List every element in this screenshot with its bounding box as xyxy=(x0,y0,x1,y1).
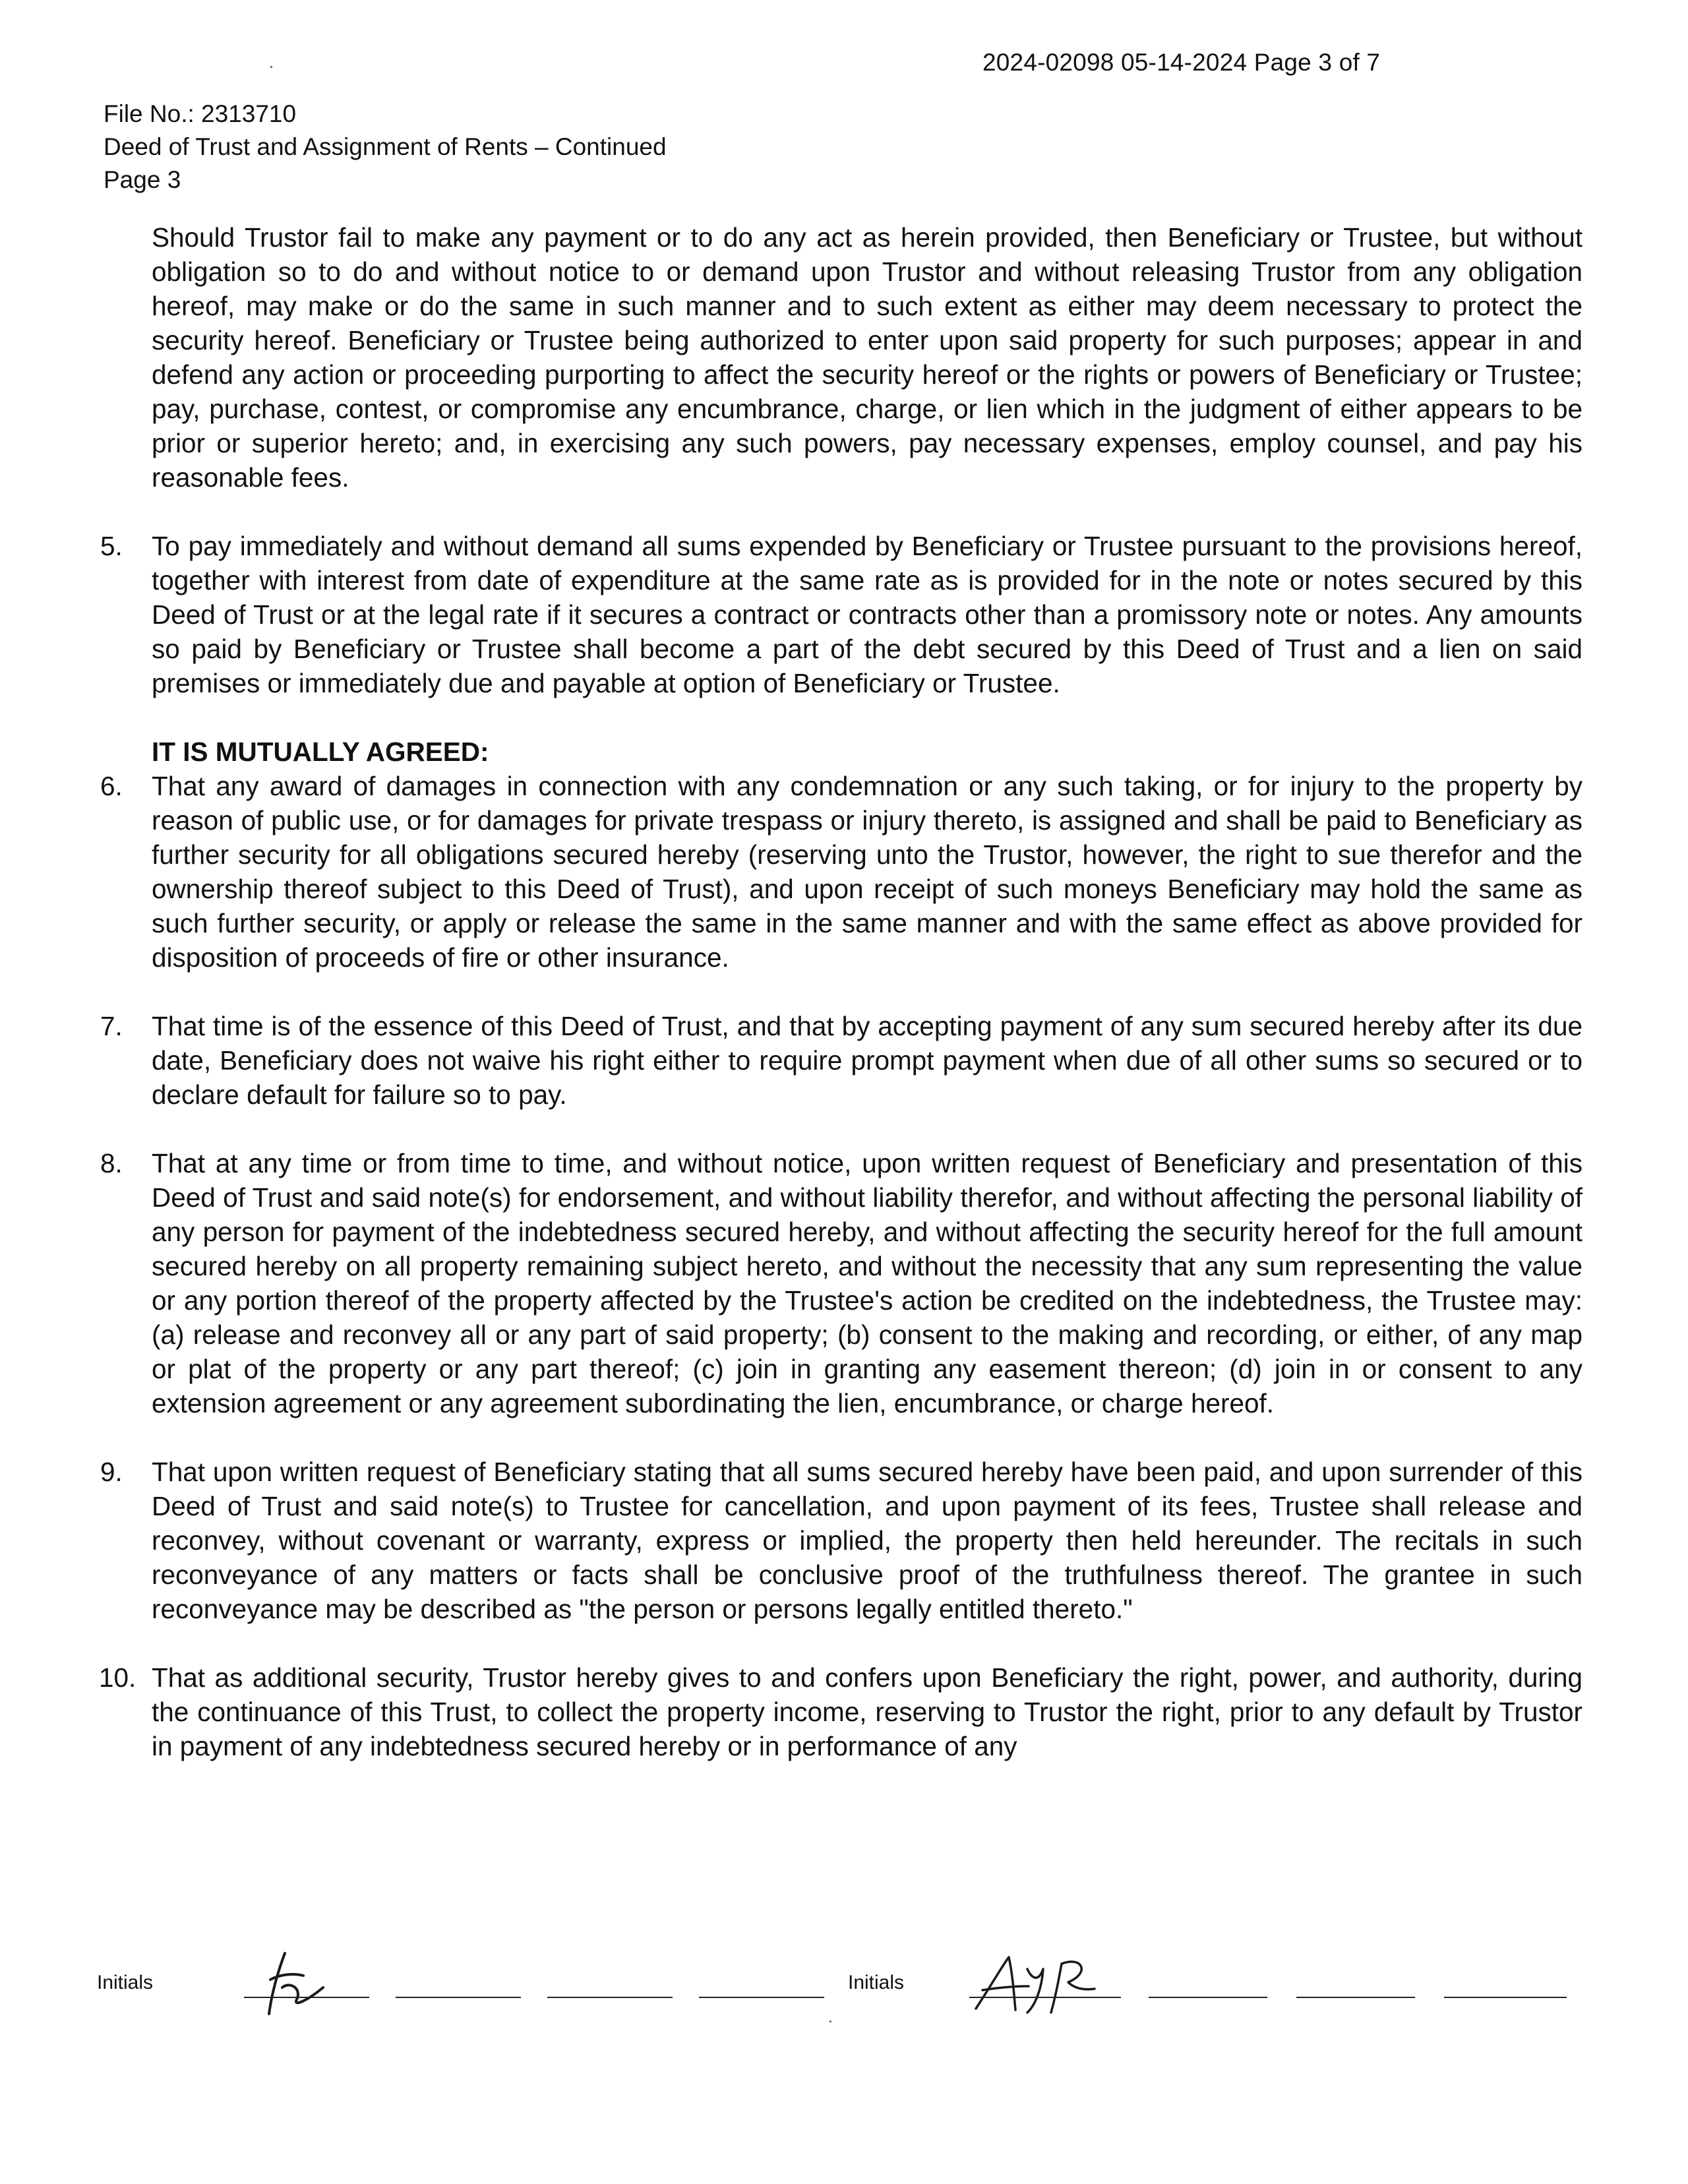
scan-speck xyxy=(270,66,272,68)
initials-blank-8 xyxy=(1444,1997,1567,1998)
clause-number: 8. xyxy=(100,1148,123,1178)
clause-8 xyxy=(99,1146,1582,1420)
initials-row xyxy=(0,1952,1688,2018)
initials-blank-7 xyxy=(1296,1997,1415,1998)
initials-blank-3 xyxy=(547,1997,673,1998)
trustor-initials-signature xyxy=(244,1948,369,2020)
clause-text: That at any time or from time to time, and without notice, upon written request of Beneficiary and presentation of this Deed of Trust and said note(s) for endorsement, and without liability therefor, and without affecting the personal liability of any person for payment of the indebtedness secured hereby, and without affecting the security hereof for the full amount secured hereby on all property remaining subject hereto, and without the necessity that any sum representing the value or any portion thereof of the property affected by the Trustee's action be credited on the indebtedness, the Trustee may: (a) release and reconvey all or any part of said property; (b) consent to the making and recording, or either, of any map or plat of the property or any part thereof; (c) join in granting any easement thereon; (d) join in or consent to any extension agreement or any agreement subordinating the lien, encumbrance, or charge hereof. xyxy=(152,1148,1582,1418)
document-title: Deed of Trust and Assignment of Rents – Continued xyxy=(104,133,667,160)
clause-6 xyxy=(99,769,1582,975)
clause-text: That any award of damages in connection with any condemnation or any such taking, or for injury to the property by reason of public use, or for damages for private trespass or injury thereto, is assigned and shall be paid to Beneficiary as further security for all obligations secured hereby (reserving unto the Trustor, however, the right to sue therefor and the ownership thereof subject to this Deed of Trust), and upon receipt of such moneys Beneficiary may hold the same as such further security, or apply or release the same in the same manner and with the same effect as above provided for disposition of proceeds of fire or other insurance. xyxy=(152,771,1582,973)
clause-number: 5. xyxy=(100,531,123,561)
initials-blank-1 xyxy=(244,1997,369,1998)
initials-label-right: Initials xyxy=(848,1972,905,1993)
initials-blank-4 xyxy=(699,1997,824,1998)
page-label: Page 3 xyxy=(104,166,181,193)
initials-blank-5 xyxy=(969,1997,1121,1998)
clause-10 xyxy=(99,1660,1582,1763)
clause-text: That as additional security, Trustor hereby gives to and confers upon Beneficiary the right, power, and authority, during the continuance of this Trust, to collect the property income, reserving to Trustor the right, prior to any default by Trustor in payment of any indebtedness secured hereby or in performance of any xyxy=(152,1662,1582,1761)
intro-paragraph: Should Trustor fail to make any payment or to do any act as herein provided, then Beneficiary or Trustee, but without obligation so to do and without notice to or demand upon Trustor and without releasing Trustor from any obligation hereof, may make or do the same in such manner and to such extent as either may deem necessary to protect the security hereof. Beneficiary or Trustee being authorized to enter upon said property for such purposes; appear in and defend any action or proceeding purporting to affect the security hereof or the rights or powers of Beneficiary or Trustee; pay, purchase, contest, or compromise any encumbrance, charge, or lien which in the judgment of either appears to be prior or superior hereto; and, in exercising any such powers, pay necessary expenses, employ counsel, and pay his reasonable fees. xyxy=(152,222,1582,493)
document-header xyxy=(104,98,667,197)
clause-number: 6. xyxy=(100,771,123,801)
section-heading: IT IS MUTUALLY AGREED: xyxy=(152,737,489,767)
initials-blank-6 xyxy=(1149,1997,1267,1998)
clause-text: That time is of the essence of this Deed of Trust, and that by accepting payment of any sum secured hereby after its due date, Beneficiary does not waive his right either to require prompt payment when due of all other sums so secured or to declare default for failure so to pay. xyxy=(152,1011,1582,1110)
recording-stamp: 2024-02098 05-14-2024 Page 3 of 7 xyxy=(982,49,1381,76)
beneficiary-initials-signature xyxy=(969,1949,1128,2015)
initials-label-left: Initials xyxy=(97,1972,154,1993)
clause-9 xyxy=(99,1455,1582,1626)
clause-number: 10. xyxy=(99,1662,136,1693)
clause-5 xyxy=(99,529,1582,700)
file-number: File No.: 2313710 xyxy=(104,100,297,127)
clause-number: 7. xyxy=(100,1011,123,1041)
document-body xyxy=(99,220,1582,1763)
clause-7 xyxy=(99,1009,1582,1112)
clause-text: To pay immediately and without demand all sums expended by Beneficiary or Trustee pursuant to the provisions hereof, together with interest from date of expenditure at the same rate as is provided for in the note or notes secured by this Deed of Trust or at the legal rate if it secures a contract or contracts other than a promissory note or notes. Any amounts so paid by Beneficiary or Trustee shall become a part of the debt secured by this Deed of Trust and a lien on said premises or immediately due and payable at option of Beneficiary or Trustee. xyxy=(152,531,1582,698)
scan-speck xyxy=(829,2020,831,2022)
clause-number: 9. xyxy=(100,1457,123,1487)
initials-blank-2 xyxy=(396,1997,521,1998)
clause-text: That upon written request of Beneficiary stating that all sums secured hereby have been paid, and upon surrender of this Deed of Trust and said note(s) to Trustee for cancellation, and upon payment of its fees, Trustee shall release and reconvey, without covenant or warranty, express or implied, the property then held hereunder. The recitals in such reconveyance of any matters or facts shall be conclusive proof of the truthfulness thereof. The grantee in such reconveyance may be described as "the person or persons legally entitled thereto." xyxy=(152,1457,1582,1624)
